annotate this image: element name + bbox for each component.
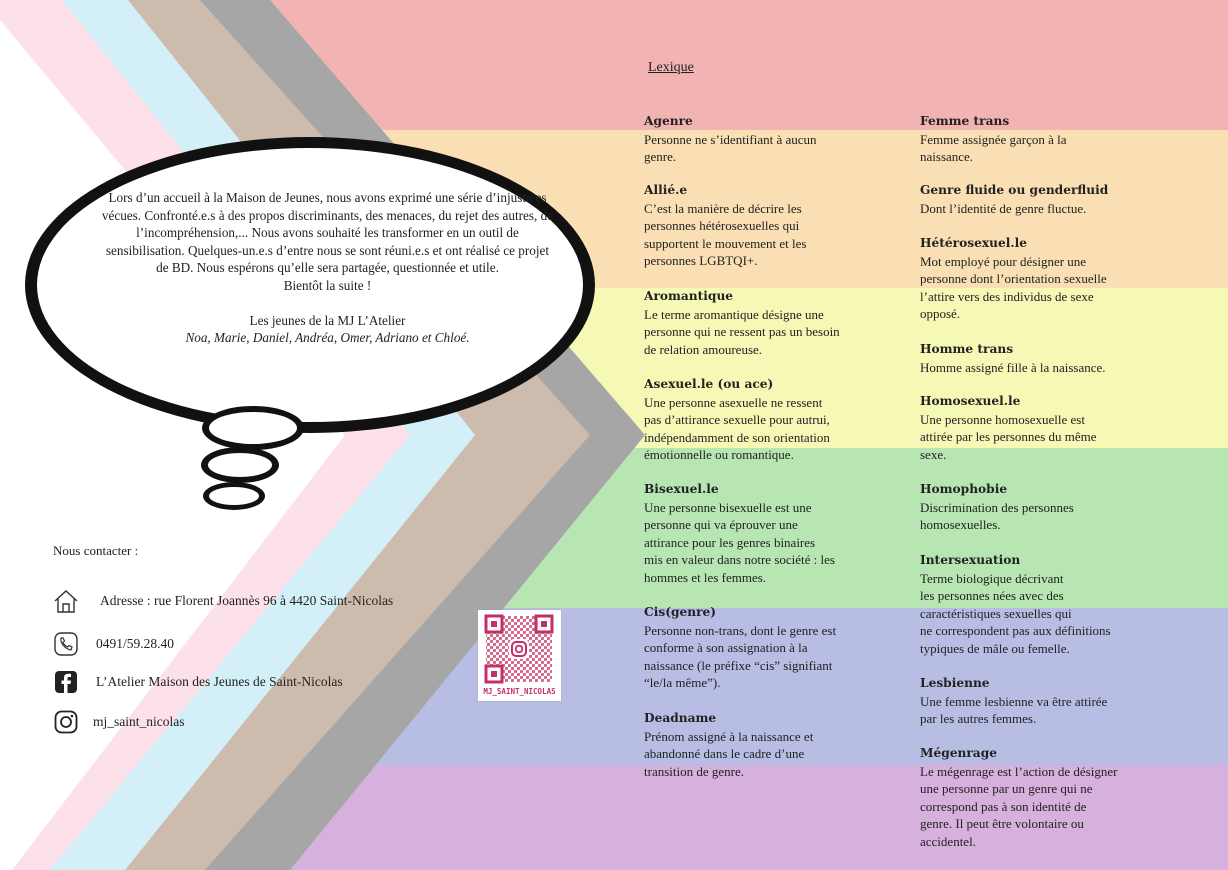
lexique-definition: Personne non-trans, dont le genre est conforme à son assignation à la naissance (le préfixe “cis” signifiant “le/la même”).: [644, 622, 837, 691]
lexique-term: Lesbienne: [920, 676, 990, 690]
qr-code-icon: [478, 610, 561, 686]
lexique-entry: [920, 235, 1190, 323]
lexique-definition: Dont l’identité de genre fluctue.: [920, 200, 1087, 216]
lexique-entry: [920, 552, 1190, 658]
lexique-definition: Terme biologique décrivant les personnes nées avec des caractéristiques sexuelles qui ne correspondent pas aux définitions typiques de mâle ou femelle.: [920, 570, 1111, 656]
lexique-entry: [644, 710, 914, 780]
lexique-definition: Une personne asexuelle ne ressent pas d’attirance sexuelle pour autrui, indépendamment de son orientation émotionnelle ou romantique.: [644, 394, 830, 463]
lexique-definition: C’est la manière de décrire les personnes hétérosexuelles qui supportent le mouvement et les personnes LGBTQI+.: [644, 200, 807, 269]
lexique-title: Lexique: [648, 60, 694, 75]
lexique-definition: Une femme lesbienne va être attirée par les autres femmes.: [920, 693, 1108, 727]
lexique-term: Femme trans: [920, 114, 1010, 128]
lexique-term: Bisexuel.le: [644, 482, 719, 496]
lexique-entry: [920, 393, 1190, 463]
facebook-icon: [52, 668, 80, 696]
lexique-definition: Prénom assigné à la naissance et abandonné dans le cadre d’une transition de genre.: [644, 728, 814, 779]
contact-facebook-text: L’Atelier Maison des Jeunes de Saint-Nicolas: [96, 674, 343, 689]
contact-address-text: Adresse : rue Florent Joannès 96 à 4420 Saint-Nicolas: [100, 593, 394, 608]
lexique-term: Cis(genre): [644, 605, 717, 619]
lexique-term: Agenre: [644, 114, 693, 128]
contact-address: [52, 587, 393, 615]
lexique-term: Aromantique: [644, 289, 734, 303]
lexique-term: Asexuel.le (ou ace): [644, 377, 774, 391]
lexique-definition: Le mégenrage est l’action de désigner une personne par un genre qui ne correspond pas à son identité de genre. Il peut être volontaire ou accidentel.: [920, 763, 1118, 849]
lexique-definition: Mot employé pour désigner une personne dont l’orientation sexuelle l’attire vers des individus de sexe opposé.: [920, 253, 1107, 322]
lexique-definition: Homme assigné fille à la naissance.: [920, 359, 1106, 375]
lexique-entry: [920, 745, 1190, 851]
lexique-term: Homosexuel.le: [920, 394, 1021, 408]
lexique-entry: [644, 182, 914, 270]
lexique-term: Homophobie: [920, 482, 1008, 496]
lexique-entry: [644, 604, 914, 692]
lexique-entry: [644, 113, 914, 166]
home-icon: [52, 587, 80, 615]
contact-phone-text: 0491/59.28.40: [96, 636, 175, 651]
lexique-term: Mégenrage: [920, 746, 997, 760]
lexique-definition: Le terme aromantique désigne une personne qui ne ressent pas un besoin de relation amoureuse.: [644, 306, 840, 357]
bubble-signature: Les jeunes de la MJ L’Atelier: [249, 312, 406, 328]
bubble-names: Noa, Marie, Daniel, Andréa, Omer, Adriano et Chloé.: [185, 330, 470, 346]
contact-instagram-text: mj_saint_nicolas: [93, 714, 185, 729]
phone-icon: [52, 630, 80, 658]
lexique-definition: Femme assignée garçon à la naissance.: [920, 131, 1067, 165]
contact-instagram: [52, 708, 185, 736]
lexique-term: Intersexuation: [920, 553, 1021, 567]
instagram-icon: [52, 708, 80, 736]
qr-label: MJ_SAINT_NICOLAS: [483, 687, 556, 696]
lexique-definition: Une personne homosexuelle est attirée par les personnes du même sexe.: [920, 411, 1097, 462]
contact-phone: [52, 630, 174, 658]
lexique-entry: [920, 675, 1190, 728]
contact-facebook: [52, 668, 343, 696]
lexique-entry: [920, 481, 1190, 534]
lexique-entry: [644, 288, 914, 358]
lexique-term: Hétérosexuel.le: [920, 236, 1027, 250]
lexique-term: Deadname: [644, 711, 717, 725]
lexique-term: Allié.e: [644, 183, 688, 197]
lexique-entry: [644, 376, 914, 464]
bubble-sequel: Bientôt la suite !: [283, 277, 372, 293]
lexique-definition: Une personne bisexuelle est une personne qui va éprouver une attirance pour les genres binaires mis en valeur dans notre société : les hommes et les femmes.: [644, 499, 835, 585]
lexique-entry: [920, 182, 1190, 217]
lexique-term: Genre fluide ou genderfluid: [920, 183, 1109, 197]
lexique-entry: [920, 341, 1190, 376]
lexique-term: Homme trans: [920, 342, 1014, 356]
lexique-entry: [644, 481, 914, 587]
lexique-definition: Discrimination des personnes homosexuelles.: [920, 499, 1074, 533]
lexique-entry: [920, 113, 1190, 166]
contact-title: Nous contacter :: [53, 543, 139, 558]
qr-code: [478, 610, 561, 701]
lexique-definition: Personne ne s’identifiant à aucun genre.: [644, 131, 817, 165]
bubble-message: [100, 189, 555, 347]
bubble-paragraph: Lors d’un accueil à la Maison de Jeunes, nous avons exprimé une série d’injustices vécues. Confronté.e.s à des propos discriminants, des menaces, du rejet des autres, de l’incompréhension,... Nous avons souhaité les transformer en un outil de sensibilisation. Quelques-un.e.s d’entre nous se sont réuni.e.s et ont réalisé ce projet de BD. Nous espérons qu’elle sera partagée, questionnée et utile.: [101, 190, 554, 276]
